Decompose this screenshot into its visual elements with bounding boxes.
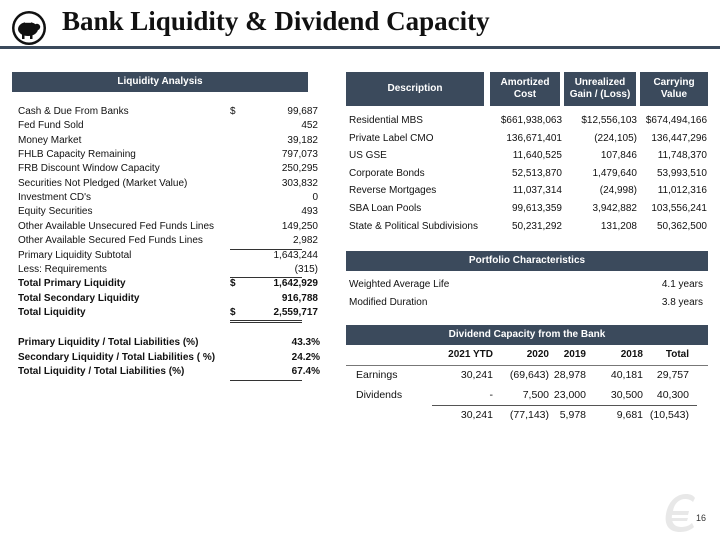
security-unrealized-gain: 107,846 [600,150,637,162]
security-unrealized-gain: 3,942,882 [592,203,637,214]
liquidity-row-label: Investment CD's [18,192,92,204]
liquidity-row [18,249,318,263]
liquidity-rule [230,249,302,250]
liquidity-row-label: Total Liquidity [18,306,86,318]
dividend-column-header: Total [665,349,689,360]
security-amortized-cost: 52,513,870 [511,167,562,179]
description-column-header: Description [346,72,484,106]
liquidity-row-value: 493 [301,206,318,218]
dividend-value: 5,978 [559,409,586,421]
security-description: Corporate Bonds [349,167,425,179]
liquidity-row-value: 1,642,929 [273,278,318,290]
securities-row [349,133,709,146]
liquidity-row-value: 149,250 [281,220,318,232]
portfolio-characteristics-header: Portfolio Characteristics [346,251,708,271]
security-unrealized-gain: $12,556,103 [581,115,637,126]
ratio-label: Total Liquidity / Total Liabilities (%) [18,366,185,377]
dividend-value: 23,000 [553,389,586,401]
dividend-value: (77,143) [509,409,549,421]
liquidity-row-label: Primary Liquidity Subtotal [18,249,132,261]
portfolio-row [349,279,703,292]
liquidity-row-label: Less: Requirements [18,263,107,275]
liquidity-row-dollar: $ [230,278,236,290]
liquidity-row-value: 797,073 [281,149,318,161]
security-amortized-cost: $661,938,063 [500,115,562,126]
security-description: State & Political Subdivisions [349,220,478,232]
ratio-row [18,366,320,379]
liquidity-row [18,192,318,205]
ratio-label: Secondary Liquidity / Total Liabilities ( %) [18,351,216,363]
security-carrying-value: 53,993,510 [656,167,707,179]
securities-row [349,115,709,128]
liquidity-row-value: 250,295 [281,163,318,175]
security-description: US GSE [349,150,387,162]
dividend-value: 40,181 [610,369,643,381]
security-carrying-value: 136,447,296 [651,132,707,144]
liquidity-row-value: 39,182 [287,134,318,146]
security-carrying-value: 103,556,241 [651,203,707,214]
liquidity-row-label: Other Available Unsecured Fed Funds Lines [18,220,215,232]
liquidity-row-value: 2,559,717 [273,306,318,318]
liquidity-row [18,263,318,277]
dividend-value: 40,300 [656,389,689,401]
security-description: Reverse Mortgages [349,185,437,197]
dividend-column-header: 2018 [620,349,643,360]
dividend-value: 7,500 [522,389,549,401]
dividend-capacity-header: Dividend Capacity from the Bank [346,325,708,345]
title-bar [0,0,720,48]
security-description: Private Label CMO [349,132,434,144]
portfolio-label: Modified Duration [349,297,428,308]
liquidity-row [18,149,318,162]
ratio-row [18,351,320,365]
unrealized-gain-column-header: Unrealized Gain / (Loss) [564,72,636,106]
liquidity-row-dollar: $ [230,306,236,318]
dividend-value: 30,241 [460,409,493,421]
liquidity-row-label: Other Available Secured Fed Funds Lines [18,235,203,247]
liquidity-row-value: 0 [312,192,318,204]
ratio-value: 24.2% [291,351,320,363]
carrying-value-column-header: Carrying Value [640,72,708,106]
liquidity-row-value: 303,832 [281,177,318,189]
liquidity-row-value: 2,982 [292,235,318,247]
liquidity-rule [230,277,302,278]
liquidity-row-label: Total Primary Liquidity [18,278,126,290]
dividend-row [346,369,708,382]
page-number: 16 [695,513,706,523]
dividend-value: 28,978 [553,369,586,381]
liquidity-row-label: Money Market [18,134,82,146]
dividend-header-row [346,349,708,362]
ratio-row [18,337,320,350]
security-amortized-cost: 50,231,292 [511,220,562,232]
liquidity-row-label: Equity Securities [18,206,93,218]
security-description: Residential MBS [349,115,423,126]
dividend-value: 30,500 [610,389,643,401]
portfolio-row [349,297,703,310]
liquidity-rule [230,322,302,323]
security-unrealized-gain: (24,998) [599,185,637,197]
security-amortized-cost: 99,613,359 [511,203,562,214]
securities-row [349,221,709,234]
security-unrealized-gain: 131,208 [600,220,637,232]
liquidity-row-value: 99,687 [287,106,318,117]
dividend-row [346,409,708,422]
portfolio-label: Weighted Average Life [349,279,450,290]
liquidity-row [18,306,318,320]
dividend-row [346,389,708,402]
securities-row [349,150,709,163]
liquidity-row-label: FHLB Capacity Remaining [18,149,136,161]
page-title: Bank Liquidity & Dividend Capacity [62,6,490,36]
dividend-value: - [489,389,493,401]
security-carrying-value: 11,748,370 [657,150,707,162]
piggy-bank-logo-icon [10,10,48,46]
liquidity-row-value: (315) [294,263,318,275]
dividend-row-label: Dividends [356,389,403,401]
liquidity-row [18,235,318,248]
title-divider [0,46,720,49]
security-amortized-cost: 11,037,314 [512,185,562,197]
liquidity-analysis-header: Liquidity Analysis [12,72,308,92]
securities-row [349,203,709,216]
liquidity-row [18,177,318,191]
portfolio-value: 3.8 years [661,297,703,308]
dividend-column-header: 2019 [563,349,586,360]
dividend-header-rule [346,365,708,366]
dividend-subtotal-rule [432,405,697,406]
securities-row [349,185,709,198]
liquidity-row-label: Securities Not Pledged (Market Value) [18,177,188,189]
dividend-row-label: Earnings [356,369,398,381]
dividend-value: (10,543) [649,409,689,421]
security-unrealized-gain: 1,479,640 [592,167,637,179]
liquidity-row-label: Cash & Due From Banks [18,106,129,117]
security-description: SBA Loan Pools [349,203,422,214]
ratio-rule [230,380,302,381]
security-carrying-value: 11,012,316 [657,185,707,197]
dividend-column-header: 2021 YTD [448,349,493,360]
liquidity-row [18,106,318,119]
ratio-value: 67.4% [291,366,320,377]
security-carrying-value: 50,362,500 [656,220,707,232]
dividend-value: 29,757 [656,369,689,381]
liquidity-row-value: 1,643,244 [273,249,318,261]
securities-row [349,168,709,181]
corner-logo-icon [658,490,698,536]
amortized-cost-column-header: Amortized Cost [490,72,560,106]
liquidity-row-label: FRB Discount Window Capacity [18,163,160,175]
security-amortized-cost: 11,640,525 [512,150,562,162]
security-carrying-value: $674,494,166 [645,115,707,126]
liquidity-row [18,278,318,291]
liquidity-row [18,120,318,133]
liquidity-rule [230,320,302,321]
dividend-value: 30,241 [460,369,493,381]
liquidity-row [18,206,318,219]
dividend-value: (69,643) [509,369,549,381]
liquidity-row-dollar: $ [230,106,236,117]
dividend-column-header: 2020 [526,349,549,360]
ratio-value: 43.3% [291,337,320,348]
dividend-value: 9,681 [616,409,643,421]
portfolio-value: 4.1 years [661,279,703,290]
liquidity-row-label: Fed Fund Sold [18,120,84,132]
security-unrealized-gain: (224,105) [594,132,637,144]
liquidity-row [18,292,318,306]
security-amortized-cost: 136,671,401 [506,132,562,144]
liquidity-row [18,220,318,234]
liquidity-row [18,163,318,176]
liquidity-row-value: 916,788 [281,292,318,304]
liquidity-row-value: 452 [301,120,318,132]
ratio-label: Primary Liquidity / Total Liabilities (%) [18,337,199,348]
liquidity-row-label: Total Secondary Liquidity [18,292,140,304]
liquidity-row [18,134,318,148]
